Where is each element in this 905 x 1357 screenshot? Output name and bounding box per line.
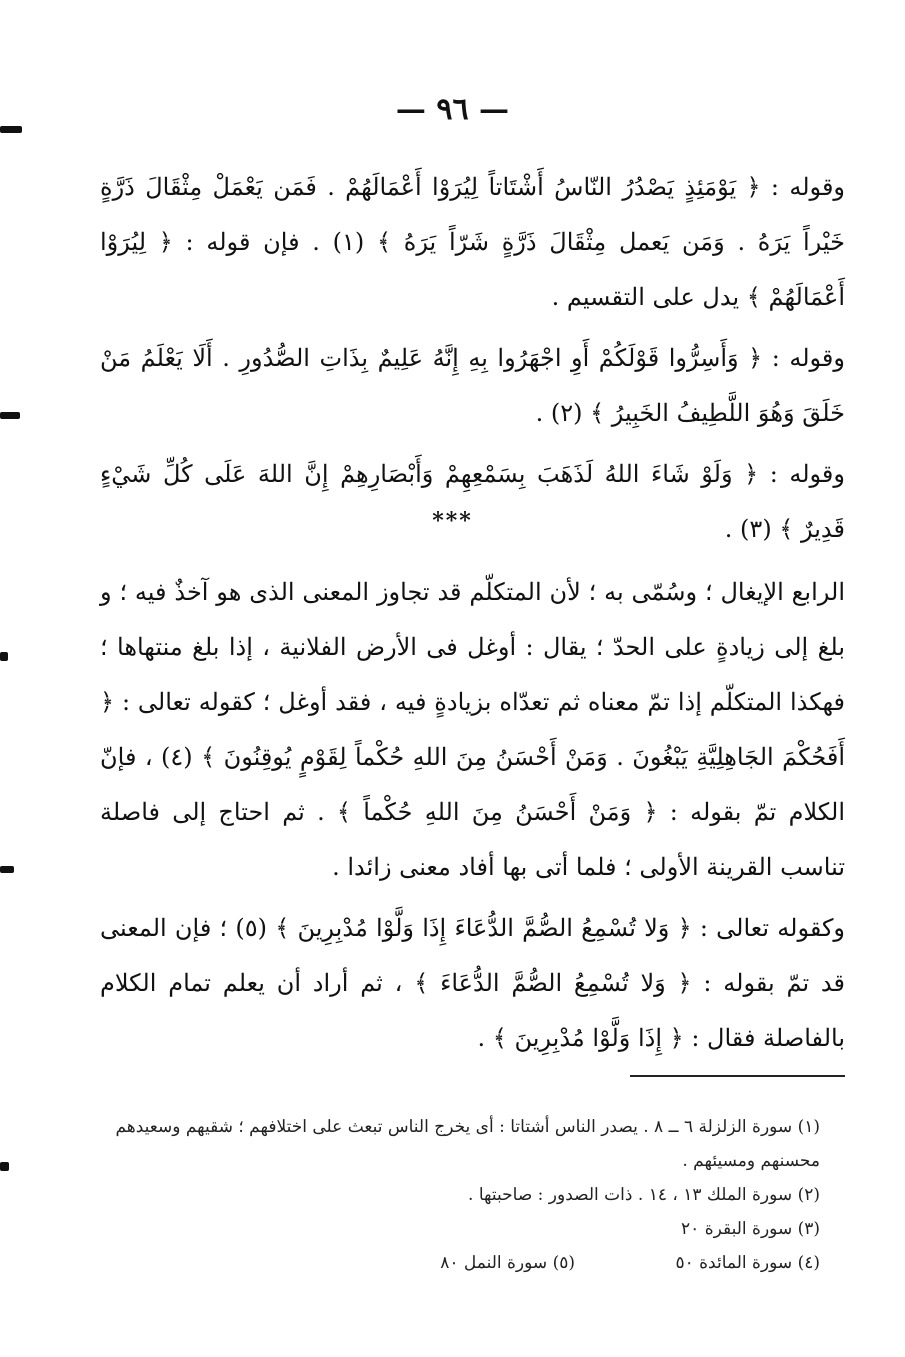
paragraph: وقوله : ﴿ يَوْمَئِذٍ يَصْدُرُ النّاسُ أَشْتَاتاً لِيُرَوْا أَعْمَالَهُمْ . فَمَن يَعْمَلْ مِثْقَالَ ذَرَّةٍ خَيْراً يَرَهُ . وَمَن يَعمل مِثْقَالَ ذَرَّةٍ شَرّاً يَرَهُ ﴾ (١) . فإن قوله : ﴿ لِيُرَوْا أَعْمَالَهُمْ ﴾ يدل على التقسيم .	[100, 173, 846, 311]
page-number: — ٩٦ —	[395, 92, 510, 127]
footnote: (٣) سورة البقرة ٢٠	[681, 1219, 820, 1239]
paragraph: وقوله : ﴿ وَلَوْ شَاءَ اللهُ لَذَهَبَ بِسَمْعِهِمْ وَأَبْصَارِهِمْ إِنَّ اللهَ عَلَى كُلِّ شَيْءٍ قَدِيرٌ ﴾ (٣) .	[100, 460, 845, 543]
margin-mark	[0, 126, 22, 133]
footnotes	[100, 1110, 820, 1280]
footnote-row	[100, 1246, 820, 1280]
margin-mark	[0, 412, 20, 419]
margin-mark	[0, 866, 14, 873]
paragraph: الرابع الإيغال ؛ وسُمّى به ؛ لأن المتكلّم قد تجاوز المعنى الذى هو آخذٌ فيه ؛ و بلغ إلى زيادةٍ على الحدّ ؛ يقال : أوغل فى الأرض الفلانية ، إذا بلغ منتهاها ؛ فهكذا المتكلّم إذا تمّ معناه ثم تعدّاه بزيادةٍ فيه ، فقد أوغل ؛ كقوله تعالى : ﴿ أَفَحُكْمَ الجَاهِلِيَّةِ يَبْغُونَ . وَمَنْ أَحْسَنُ مِنَ اللهِ حُكْماً لِقَوْمٍ يُوقِنُونَ ﴾ (٤) ، فإنّ الكلام تمّ بقوله : ﴿ وَمَنْ أَحْسَنُ مِنَ اللهِ حُكْماً ﴾ . ثم احتاج إلى فاصلة تناسب القرينة الأولى ؛ فلما أتى بها أفاد معنى زائدا .	[100, 578, 845, 881]
margin-mark	[0, 652, 8, 661]
main-section	[100, 565, 845, 1072]
paragraph: وقوله : ﴿ وَأَسِرُّوا قَوْلَكُمْ أَوِ اجْهَرُوا بِهِ إِنَّهُ عَلِيمٌ بِذَاتِ الصُّدُورِ . أَلَا يَعْلَمُ مَنْ خَلَقَ وَهُوَ اللَّطِيفُ الخَبِيرُ ﴾ (٢) .	[100, 344, 845, 427]
section-separator: ***	[432, 508, 473, 534]
footnote: (١) سورة الزلزلة ٦ ــ ٨ . يصدر الناس أشتاتا : أى يخرج الناس تبعث على اختلافهم ؛ شقيهم وسعيدهم محسنهم ومسيئهم .	[115, 1117, 820, 1171]
footnote: (٢) سورة الملك ١٣ ، ١٤ . ذات الصدور : صاحبتها .	[468, 1185, 820, 1205]
paragraph: وكقوله تعالى : ﴿ وَلا تُسْمِعُ الصُّمَّ الدُّعَاءَ إِذَا وَلَّوْا مُدْبِرِينَ ﴾ (٥) ؛ فإن المعنى قد تمّ بقوله : ﴿ وَلا تُسْمِعُ الصُّمَّ الدُّعَاءَ ﴾ ، ثم أراد أن يعلم تمام الكلام بالفاصلة فقال : ﴿ إِذَا وَلَّوْا مُدْبِرِينَ ﴾ .	[100, 914, 845, 1052]
footnote: (٥) سورة النمل ٨٠	[440, 1253, 575, 1273]
footnote: (٤) سورة المائدة ٥٠	[675, 1253, 820, 1273]
top-section	[100, 160, 845, 563]
margin-mark	[0, 1162, 9, 1171]
footnote-divider	[630, 1075, 845, 1077]
